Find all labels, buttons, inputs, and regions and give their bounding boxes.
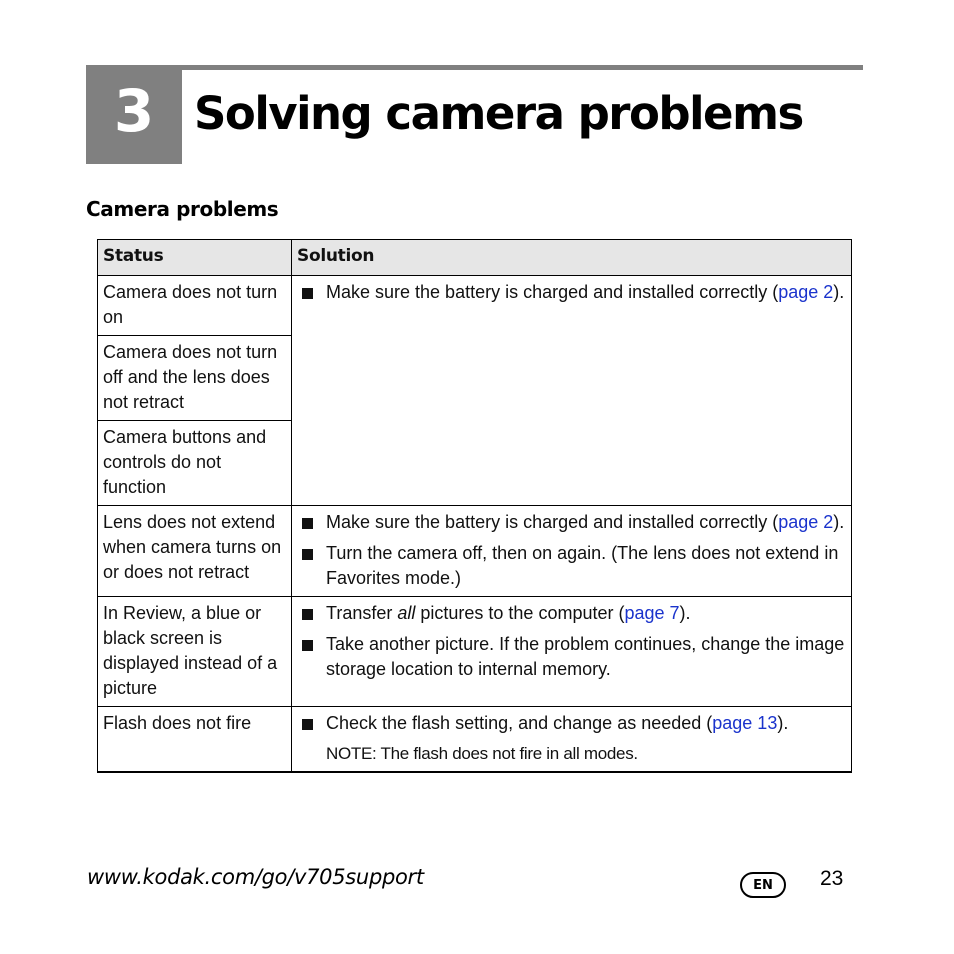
- solution-item: Make sure the battery is charged and installed correctly (page 2).: [297, 510, 846, 535]
- chapter-top-rule: [86, 65, 863, 70]
- square-bullet-icon: [302, 288, 313, 299]
- section-heading: Camera problems: [86, 197, 279, 221]
- flash-note: NOTE: The flash does not fire in all modes.: [326, 744, 638, 763]
- solution-cell: [292, 597, 852, 707]
- solution-item: Check the flash setting, and change as needed (page 13).: [297, 711, 846, 736]
- support-url-link[interactable]: www.kodak.com/go/v705support: [87, 865, 424, 889]
- solution-column-header: Solution: [292, 240, 852, 276]
- page-title: Solving camera problems: [194, 87, 803, 140]
- solution-item: Turn the camera off, then on again. (The lens does not extend in Favorites mode.): [297, 541, 846, 591]
- emphasis-text: all: [397, 603, 416, 623]
- table-row: [98, 707, 852, 773]
- status-cell: Camera does not turn off and the lens does not retract: [98, 336, 292, 421]
- square-bullet-icon: [302, 549, 313, 560]
- page-link[interactable]: page 2: [778, 282, 834, 302]
- status-cell: In Review, a blue or black screen is displayed instead of a picture: [98, 597, 292, 707]
- solution-cell: [292, 276, 852, 506]
- language-badge: EN: [740, 872, 786, 898]
- table-row: [98, 506, 852, 597]
- page-number: 23: [820, 867, 844, 890]
- table-row: [98, 597, 852, 707]
- status-cell: Lens does not extend when camera turns on or does not retract: [98, 506, 292, 597]
- chapter-number-box: [86, 65, 182, 164]
- status-column-header: Status: [98, 240, 292, 276]
- page-link[interactable]: page 2: [778, 512, 834, 532]
- square-bullet-icon: [302, 609, 313, 620]
- status-cell: Camera buttons and controls do not function: [98, 421, 292, 506]
- square-bullet-icon: [302, 719, 313, 730]
- chapter-number: 3: [113, 76, 155, 145]
- solution-cell: [292, 707, 852, 773]
- status-cell: Camera does not turn on: [98, 276, 292, 336]
- square-bullet-icon: [302, 518, 313, 529]
- table-row: [98, 276, 852, 336]
- page-link[interactable]: page 13: [712, 713, 778, 733]
- table-header-row: [98, 240, 852, 276]
- solution-item: Transfer all pictures to the computer (page 7).: [297, 601, 846, 626]
- camera-problems-table: [97, 239, 852, 773]
- solution-item: Take another picture. If the problem continues, change the image storage location to internal memory.: [297, 632, 846, 682]
- solution-cell: [292, 506, 852, 597]
- page-link[interactable]: page 7: [624, 603, 680, 623]
- square-bullet-icon: [302, 640, 313, 651]
- solution-item: Make sure the battery is charged and installed correctly (page 2).: [297, 280, 846, 305]
- status-cell: Flash does not fire: [98, 707, 292, 773]
